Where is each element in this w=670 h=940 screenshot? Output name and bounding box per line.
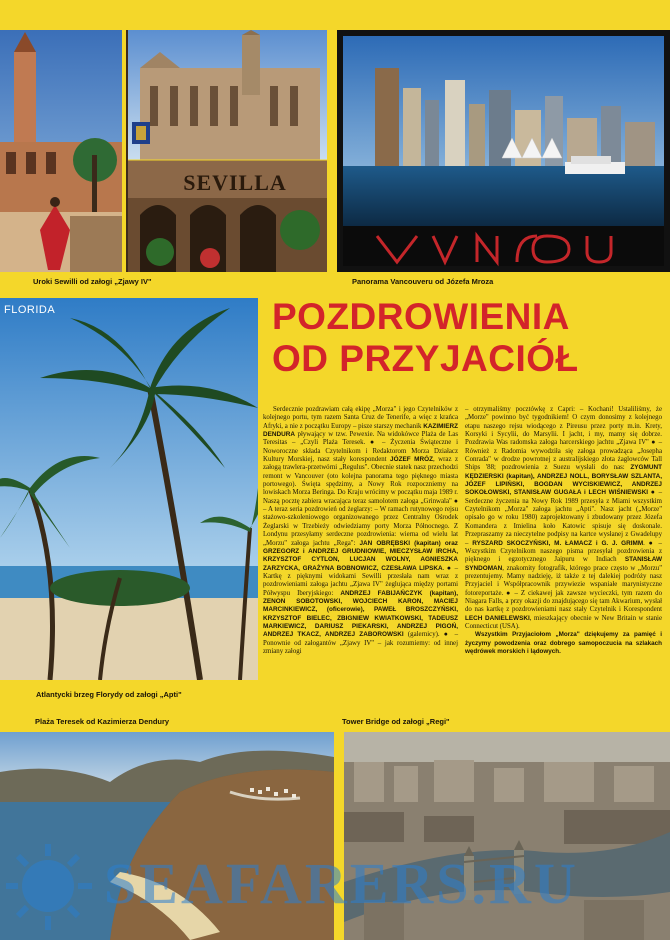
col2-name-danielewski: LECH DANIELEWSKI xyxy=(465,614,530,622)
col1-name-dendura: KAZIMIERZ DENDURA xyxy=(263,422,458,439)
col1-rega-rest: . ● – Kartkę z pięknymi widokami Sewilli przesłała nam wraz z pozdrowieniami załoga jachtu „Zjawa IV" żeglująca między portami Półwyspu Iberyjskiego: xyxy=(263,564,458,597)
col2-danielewski-rest: , mieszkający obecnie w New Britain w stanie Connecticut (USA). xyxy=(465,614,662,630)
tower-bridge-caption: Tower Bridge od załogi „Regi" xyxy=(342,717,450,726)
sevilla-photo xyxy=(0,30,327,272)
col1-name-mroz: JÓZEF MRÓZ xyxy=(390,456,433,464)
florida-caption: Atlantycki brzeg Florydy od załogi „Apti" xyxy=(36,690,182,699)
col2-name-syndoman: STANISŁAW SYNDOMAN xyxy=(465,556,662,572)
col1-intro-rest: pływający w tzw. Pewexie. Na widokówce Plaża de Las Teresitas – „Czyli Plaża Teresek. ● – Życzenia Świąteczne i Noworoczne składa Czytelnikom i Redaktorom Morza Działacz Kultury Morskiej, nasz stały korespondent xyxy=(263,431,458,464)
vancouver-photo xyxy=(337,30,670,272)
vancouver-caption: Panorama Vancouveru od Józefa Mroza xyxy=(352,277,494,286)
article-col2-paragraph xyxy=(465,406,662,631)
col2-conrad-rest: ● – Serdeczne życzenia na Nowy Rok 1989 przesyła z Miami wszystkim Czytelnikom „Morza" załoga jachtu „Apti". Nasz jacht („Morze" opisało go w roku 1980) zaprojektowany i zbudowany przez Józefa Komandera z Imielina koło Katowic spisuje się doskonale. Przepraszamy za nieczytelne podpisy na kartce wysłanej z Gwadelupy – xyxy=(465,489,662,547)
col1-zjawa-rest: (galernicy). ● – Ponownie od załogantów „Zjawy IV" – jak rozumiemy: od innej zmiany załogi xyxy=(263,631,458,655)
teresek-caption: Plaża Teresek od Kazimierza Dendury xyxy=(35,717,170,726)
watermark-text: SEAFARERS.RU xyxy=(104,851,579,916)
headline-line-2: OD PRZYJACIÓŁ xyxy=(272,338,579,379)
col2-apti-rest: . ● – Wszystkim Czytelnikom naszego pisma przesyłał pozdrowienia z pięknego i egzotycznego Jaipuru w Indiach xyxy=(465,539,662,564)
vancouver-image xyxy=(337,30,670,272)
watermark xyxy=(0,840,670,940)
headline-line-1: POZDROWIENIA xyxy=(272,296,570,337)
col2-p1: – otrzymaliśmy pocztówkę z Capri: – Kochani! Ustaliliśmy, że „Morze" powinno być tygodnikiem! O czym donosimy z kolejnego etapu naszego rejsu wiodącego z Pireusu przez porty m.in. Krety, Korsyki i Sycylii, do Marsylii. I jacht, i my, mamy się dobrze. Pozdrawia Was radomska załoga harcerskiego jachtu „Zjawa IV" ● – Również z Radomia wywodziła się załoga prowadząca „Josepha Conrada" w drodze powrotnej z australijskiego złota żaglowców Tall Ships '88; pozdrowienia z Suezu wysłali do nas: xyxy=(465,406,662,472)
col1-names-zjawa: ANDRZEJ FABIJAŃCZYK (kapitan), ZENON SOBOTOWSKI, WOJCIECH KARON, MACIEJ MARCINKIEWICZ, (oficerowie), PAWEŁ BROSZCZYŃSKI, KRZYSZTOF BIELEC, ZBIGNIEW KWIATKOWSKI, TADEUSZ MARKIEWICZ, DARIUSZ PIEKARSKI, ANDRZEJ PIGOŃ, ANDRZEJ TKACZ, ANDRZEJ ZABOROWSKI xyxy=(263,589,458,639)
florida-sign: FLORIDA xyxy=(4,304,56,316)
col2-syndoman-rest: , znakomity fotografik, którego prace często w „Morzu" prezentujemy. Mamy nadzieję, iż także z tej dalekiej podróży nasz Przyjaciel i Współpracownik przywiezie wspaniałe marynistyczne fotoreportaże. ● – Z ciekawej jak zawsze wycieczki, tym razem do Niagara Falls, a przy okazji do znajdującego się tam Akwarium, wysłał do nas kartkę z pozdrowieniami nasz stały Czytelnik i Korespondent xyxy=(465,564,662,614)
sevilla-caption: Uroki Sewilli od załogi „Zjawy IV" xyxy=(33,277,152,286)
florida-image xyxy=(0,298,258,680)
headline xyxy=(272,296,579,380)
col2-names-conrad: ZYGMUNT KĘDZIERSKI (kapitan), ANDRZEJ NOLL, BORYSŁAW SZLANTA, JÓZEF LIPIŃSKI, BOGDAN WYCISKIEWICZ, ANDRZEJ SOKOŁOWSKI, STANISŁAW GUGAŁA i LECH WIŚNIEWSKI xyxy=(465,464,662,497)
article-column-1 xyxy=(263,406,458,656)
article-column-2 xyxy=(465,406,662,656)
col1-names-rega: JAN OBRĘBSKI (kapitan) oraz GRZEGORZ i ANDRZEJ GRUDNIOWIE, MIECZYSŁAW IRCHA, KRZYSZTOF CYTLON, LUCJAN WOLNY, AGNIESZKA ZARZYCKA, GRAŻYNA BOBNOWICZ, CZESŁAWA LIPSKA xyxy=(263,539,458,572)
sevilla-sign: SEVILLA xyxy=(183,170,287,195)
sevilla-collage-image xyxy=(0,30,327,272)
col2-closing: Wszystkim Przyjaciołom „Morza" dziękujemy za pamięć i życzymy powodzenia oraz dobrego samopoczucia na szlakach wędrówek morskich i lądowych. xyxy=(465,631,662,655)
col2-names-apti: RYSZARD SKOCZYŃSKI, M. ŁAMACZ i G. J. GRIMM xyxy=(472,539,644,547)
florida-photo xyxy=(0,298,258,680)
col1-mroz-rest: , wraz z załogą trawlera-przetwórni „Regulus". Obecnie statek nasz przechodzi remont w Vancouver (oto kolejna panorama tego pięknego miasta portowego). Święta spędzimy, a Nowy Rok rozpoczniemy na lowiskach Morza Beringa. Do Kraju wrócimy w początku maja 1989 r. Naszą pocztę zabiera wracająca teraz samolotem załoga „Grinwala" ● – A teraz seria pozdrowień od żeglarzy: – W ramach rutynowego rejsu stażowo-szkoleniowego organizowanego przez Centralny Ośrodek Żeglarski w Trzebieży odwiedziamy porty Morza Północnego. Z Londynu przesyłamy serdeczne pozdrowienia: wierna od wielu lat „Morzu" załoga jachtu „Rega": xyxy=(263,456,458,547)
col1-intro: Serdecznie pozdrawiam całą ekipę „Morza" i jego Czytelników z kolejnego portu, tym razem Santa Cruz de Tenerife, a więc z krańca Afryki, a nie z początku Europy – pisze starszy mechanik xyxy=(263,406,458,430)
article-closing xyxy=(465,631,662,656)
article-col1-paragraph xyxy=(263,406,458,656)
